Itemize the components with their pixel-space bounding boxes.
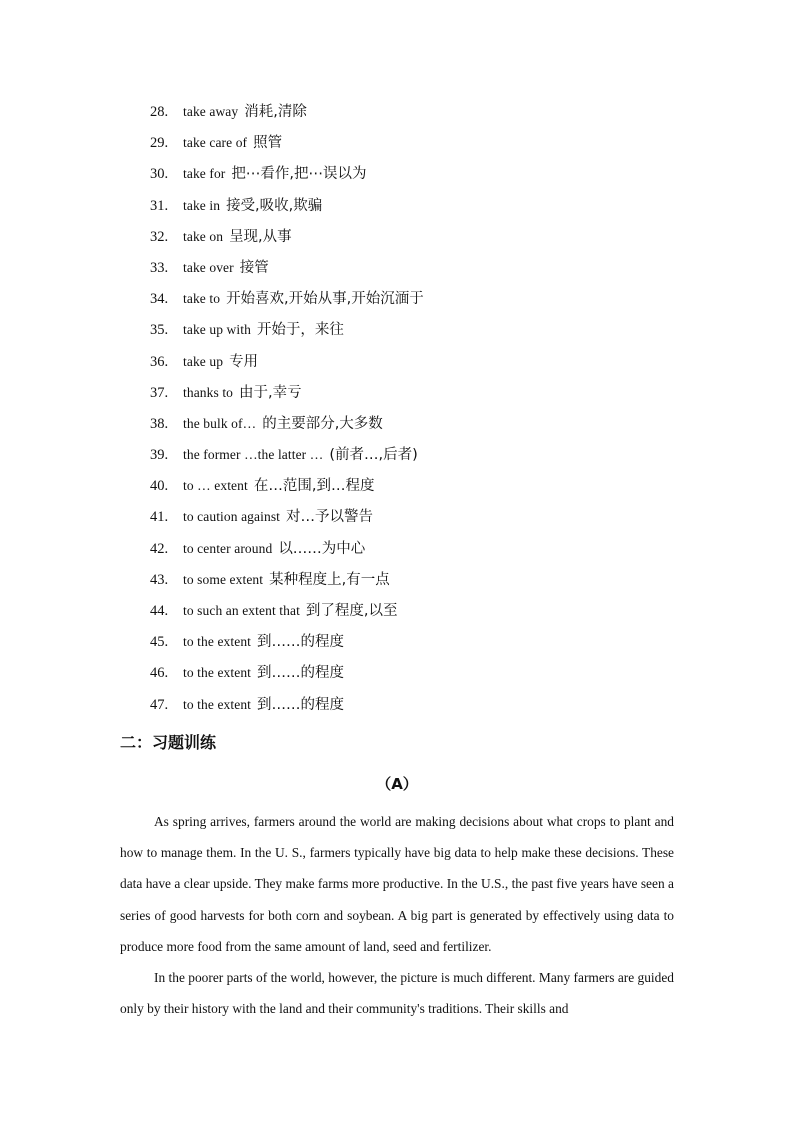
phrase-chinese: 开始于，来往: [256, 322, 344, 339]
phrase-item: [150, 380, 424, 411]
phrase-number: 40.: [150, 478, 169, 495]
phrase-chinese: 在…范围,到…程度: [253, 478, 375, 495]
phrase-number: 44.: [150, 603, 169, 619]
phrase-chinese: 到……的程度: [257, 665, 345, 682]
phrase-chinese: 消耗,清除: [244, 104, 307, 120]
phrase-number: 46.: [150, 665, 169, 682]
phrase-item: [150, 193, 424, 224]
phrase-english: take up: [183, 353, 224, 369]
phrase-item: [150, 317, 424, 348]
reading-passage: [120, 806, 674, 1024]
phrase-number: 29.: [150, 135, 169, 152]
phrase-chinese: 对…予以警告: [286, 509, 374, 526]
phrase-item: [150, 567, 424, 598]
phrase-item: [150, 255, 424, 286]
phrase-number: 47.: [150, 696, 169, 713]
phrase-english: the former …the latter …: [183, 447, 324, 463]
phrase-english: to the extent: [183, 665, 252, 681]
phrase-number: 32.: [150, 228, 169, 245]
phrase-chinese: 由于,幸亏: [239, 384, 302, 401]
phrase-english: to … extent: [183, 478, 248, 494]
phrase-number: 43.: [150, 571, 169, 588]
phrase-english: to caution against: [183, 509, 281, 525]
phrase-item: [150, 660, 424, 691]
phrase-english: to such an extent that: [183, 603, 300, 618]
phrase-chinese: 到……的程度: [257, 696, 345, 713]
phrase-item: [150, 629, 424, 660]
phrase-number: 39.: [150, 447, 169, 464]
phrase-list: [150, 99, 424, 723]
phrase-chinese: 照管: [253, 135, 283, 152]
phrase-item: [150, 161, 424, 192]
passage-paragraph-2: In the poorer parts of the world, however, the picture is much different. Many farmers are guided only by their history with the land and their community's traditions. Their skills and: [120, 970, 674, 1017]
phrase-number: 33.: [150, 259, 169, 276]
phrase-number: 38.: [150, 415, 169, 432]
phrase-english: take to: [183, 291, 221, 307]
phrase-chinese: 某种程度上,有一点: [269, 571, 390, 588]
phrase-english: to some extent: [183, 571, 264, 587]
phrase-english: take for: [183, 166, 226, 182]
phrase-item: [150, 224, 424, 255]
phrase-number: 30.: [150, 166, 169, 183]
phrase-item: [150, 411, 424, 442]
phrase-item: [150, 598, 424, 629]
phrase-english: take on: [183, 228, 224, 244]
phrase-chinese: (前者…,后者): [329, 447, 418, 464]
phrase-number: 36.: [150, 353, 169, 370]
phrase-chinese: 的主要部分,大多数: [262, 415, 383, 432]
phrase-english: to the extent: [183, 634, 252, 650]
phrase-item: [150, 536, 424, 567]
phrase-number: 31.: [150, 197, 169, 214]
phrase-english: take care of: [183, 135, 248, 151]
phrase-english: to the extent: [183, 696, 252, 712]
phrase-english: thanks to: [183, 384, 234, 400]
phrase-english: the bulk of…: [183, 415, 257, 431]
phrase-chinese: 接管: [239, 259, 269, 276]
phrase-chinese: 到了程度,以至: [305, 603, 398, 619]
phrase-english: take in: [183, 197, 221, 213]
phrase-item: [150, 692, 424, 723]
phrase-chinese: 到……的程度: [257, 634, 345, 651]
phrase-item: [150, 130, 424, 161]
phrase-number: 41.: [150, 509, 169, 526]
phrase-number: 34.: [150, 291, 169, 308]
phrase-english: take over: [183, 259, 234, 275]
phrase-chinese: 开始喜欢,开始从事,开始沉湎于: [226, 291, 424, 308]
phrase-item: [150, 442, 424, 473]
phrase-number: 37.: [150, 384, 169, 401]
phrase-number: 42.: [150, 540, 169, 557]
phrase-item: [150, 99, 424, 130]
phrase-item: [150, 286, 424, 317]
phrase-item: [150, 504, 424, 535]
passage-label: （A）: [376, 775, 418, 793]
phrase-number: 28.: [150, 104, 169, 120]
passage-paragraph-1: As spring arrives, farmers around the world are making decisions about what crops to plant and how to manage them. In the U. S., farmers typically have big data to help make these decisions. These data have a clear upside. They make farms more productive. In the U.S., the past five years have seen a series of good harvests for both corn and soybean. A big part is generated by effectively using data to produce more food from the same amount of land, seed and fertilizer.: [120, 814, 674, 954]
phrase-english: take up with: [183, 322, 251, 338]
phrase-english: take away: [183, 104, 239, 119]
phrase-chinese: 把⋯看作,把⋯误以为: [231, 166, 367, 183]
phrase-chinese: 专用: [229, 353, 259, 370]
phrase-chinese: 呈现,从事: [229, 228, 292, 245]
phrase-chinese: 接受,吸收,欺骗: [226, 197, 323, 214]
phrase-number: 35.: [150, 322, 169, 339]
phrase-number: 45.: [150, 634, 169, 651]
phrase-english: to center around: [183, 540, 273, 556]
phrase-item: [150, 473, 424, 504]
section-heading: 二：习题训练: [120, 733, 217, 752]
phrase-chinese: 以……为中心: [278, 540, 366, 557]
phrase-item: [150, 349, 424, 380]
